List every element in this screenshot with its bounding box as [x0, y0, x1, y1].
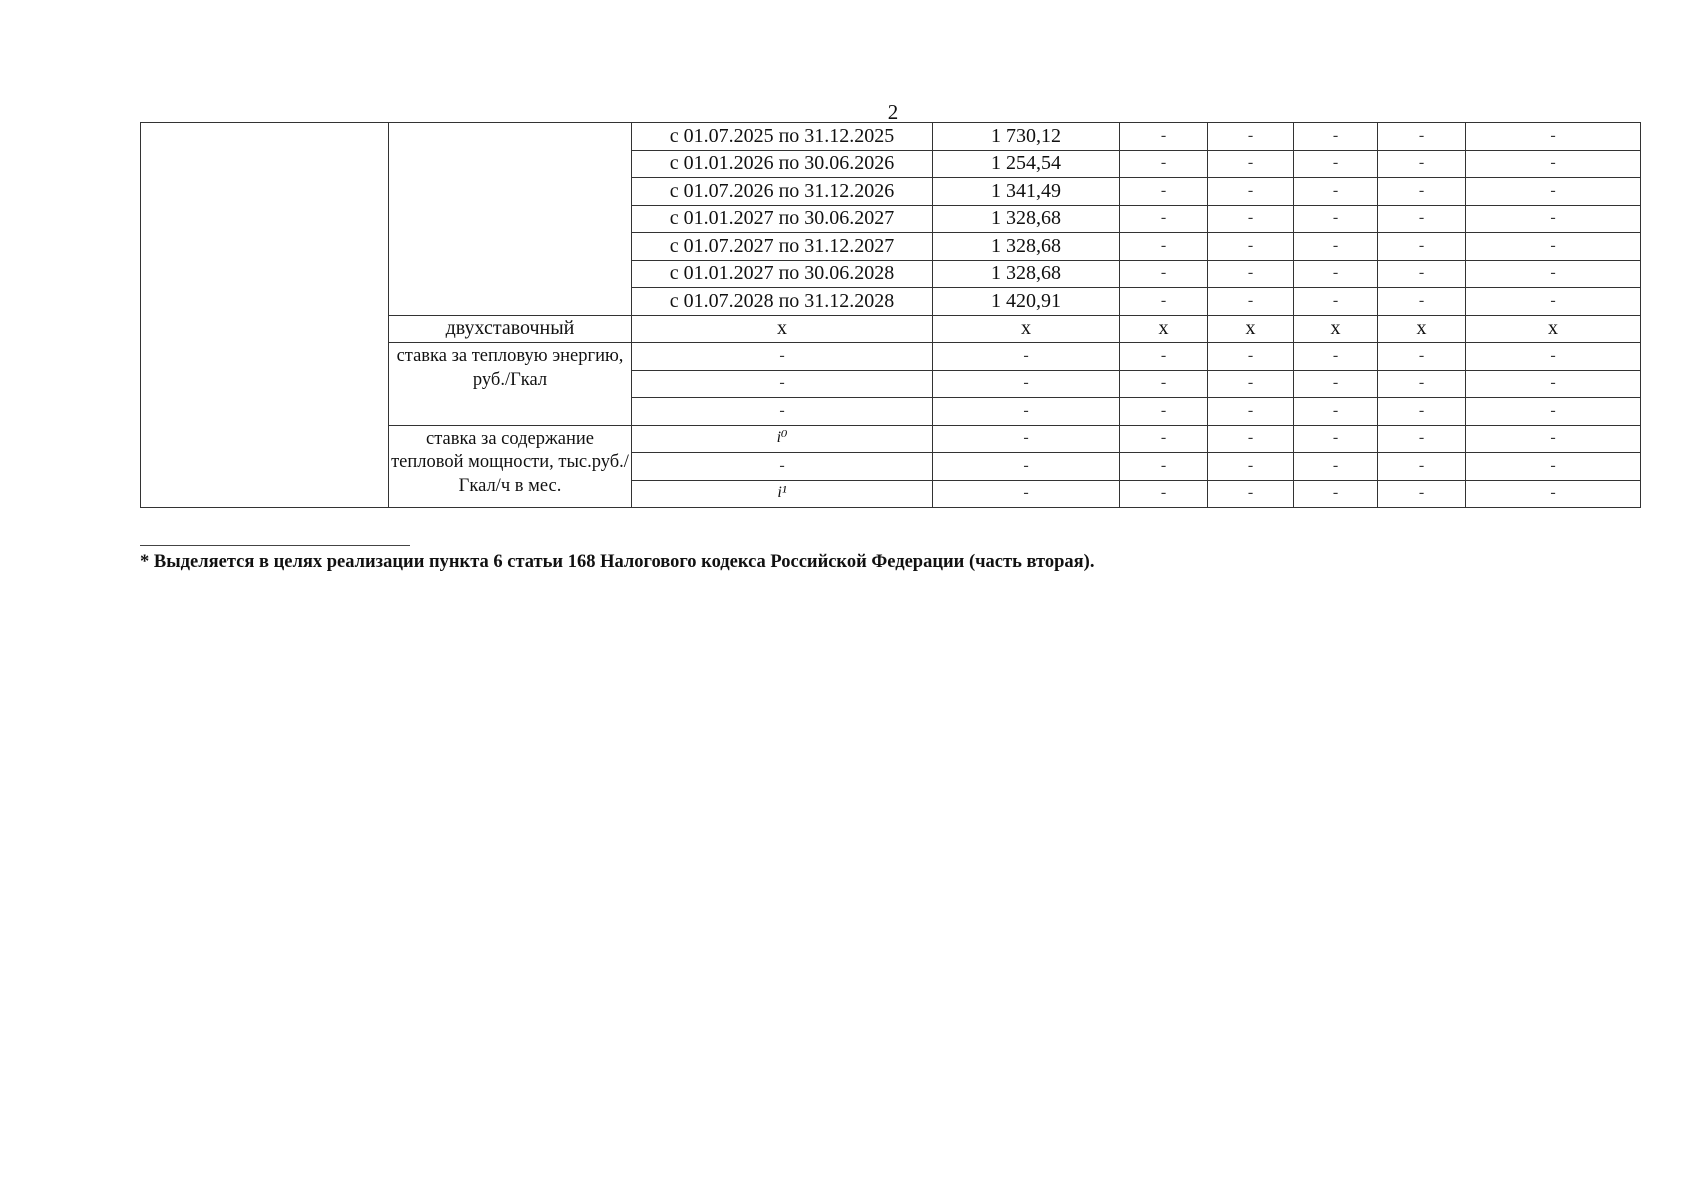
dash-cell: -	[1378, 260, 1466, 288]
blank-cell	[141, 123, 389, 508]
dash-cell: -	[1208, 343, 1294, 371]
dash-cell: -	[1120, 288, 1208, 316]
period-cell: с 01.01.2026 по 30.06.2026	[632, 150, 933, 178]
dash-cell: -	[632, 343, 933, 371]
dash-cell: -	[1378, 453, 1466, 481]
dash-cell: -	[1294, 480, 1378, 508]
dash-cell: -	[1120, 260, 1208, 288]
dash-cell: -	[1294, 260, 1378, 288]
dash-cell: -	[1378, 370, 1466, 398]
dash-cell: -	[1120, 425, 1208, 453]
x-cell: х	[1294, 315, 1378, 343]
dash-cell: -	[933, 370, 1120, 398]
x-cell: х	[933, 315, 1120, 343]
x-cell: х	[1466, 315, 1641, 343]
energy-rate-label: ставка за тепловую энергию, руб./Гкал	[389, 343, 632, 426]
dash-cell: -	[1466, 343, 1641, 371]
dash-cell: -	[1208, 453, 1294, 481]
dash-cell: -	[1208, 123, 1294, 151]
dash-cell: -	[1466, 123, 1641, 151]
dash-cell: -	[632, 453, 933, 481]
dash-cell: -	[632, 370, 933, 398]
dash-cell: -	[1208, 150, 1294, 178]
dash-cell: -	[1378, 343, 1466, 371]
dash-cell: -	[1294, 398, 1378, 426]
dash-cell: -	[1378, 398, 1466, 426]
dash-cell: -	[1120, 233, 1208, 261]
dash-cell: -	[1466, 288, 1641, 316]
blank-cell	[389, 123, 632, 316]
dash-cell: -	[1294, 123, 1378, 151]
dash-cell: -	[1208, 205, 1294, 233]
dash-cell: -	[1294, 343, 1378, 371]
dash-cell: -	[1378, 178, 1466, 206]
dash-cell: -	[1466, 205, 1641, 233]
index-cell: i¹	[632, 480, 933, 508]
period-cell: с 01.01.2027 по 30.06.2028	[632, 260, 933, 288]
dash-cell: -	[1208, 480, 1294, 508]
dash-cell: -	[1378, 205, 1466, 233]
dash-cell: -	[1466, 425, 1641, 453]
footnote: * Выделяется в целях реализации пункта 6 статьи 168 Налогового кодекса Российской Федерации (часть вторая).	[140, 552, 1095, 572]
dash-cell: -	[1466, 233, 1641, 261]
dash-cell: -	[1294, 150, 1378, 178]
value-cell: 1 328,68	[933, 233, 1120, 261]
dash-cell: -	[1120, 480, 1208, 508]
value-cell: 1 341,49	[933, 178, 1120, 206]
x-cell: х	[1208, 315, 1294, 343]
dash-cell: -	[1120, 343, 1208, 371]
dash-cell: -	[1466, 453, 1641, 481]
dash-cell: -	[632, 398, 933, 426]
dash-cell: -	[1466, 178, 1641, 206]
index-cell: i⁰	[632, 425, 933, 453]
dash-cell: -	[1120, 150, 1208, 178]
dash-cell: -	[1208, 370, 1294, 398]
value-cell: 1 254,54	[933, 150, 1120, 178]
two-part-label: двухставочный	[389, 315, 632, 343]
dash-cell: -	[1208, 178, 1294, 206]
dash-cell: -	[1294, 178, 1378, 206]
value-cell: 1 328,68	[933, 260, 1120, 288]
period-cell: с 01.07.2027 по 31.12.2027	[632, 233, 933, 261]
dash-cell: -	[933, 398, 1120, 426]
tariff-table	[140, 122, 1641, 508]
dash-cell: -	[1208, 260, 1294, 288]
dash-cell: -	[933, 343, 1120, 371]
dash-cell: -	[1120, 205, 1208, 233]
period-cell: с 01.07.2026 по 31.12.2026	[632, 178, 933, 206]
value-cell: 1 328,68	[933, 205, 1120, 233]
dash-cell: -	[1378, 288, 1466, 316]
dash-cell: -	[1466, 150, 1641, 178]
x-cell: х	[632, 315, 933, 343]
dash-cell: -	[1378, 480, 1466, 508]
value-cell: 1 730,12	[933, 123, 1120, 151]
dash-cell: -	[1466, 480, 1641, 508]
dash-cell: -	[1208, 233, 1294, 261]
dash-cell: -	[1294, 233, 1378, 261]
dash-cell: -	[1120, 123, 1208, 151]
dash-cell: -	[1120, 398, 1208, 426]
dash-cell: -	[1294, 205, 1378, 233]
value-cell: 1 420,91	[933, 288, 1120, 316]
dash-cell: -	[1378, 233, 1466, 261]
dash-cell: -	[1120, 178, 1208, 206]
dash-cell: -	[1294, 453, 1378, 481]
dash-cell: -	[1294, 370, 1378, 398]
period-cell: с 01.07.2028 по 31.12.2028	[632, 288, 933, 316]
dash-cell: -	[1378, 123, 1466, 151]
period-cell: с 01.07.2025 по 31.12.2025	[632, 123, 933, 151]
dash-cell: -	[933, 480, 1120, 508]
x-cell: х	[1378, 315, 1466, 343]
dash-cell: -	[1378, 425, 1466, 453]
dash-cell: -	[933, 453, 1120, 481]
page-number: 2	[887, 100, 899, 124]
dash-cell: -	[1466, 398, 1641, 426]
dash-cell: -	[1208, 398, 1294, 426]
dash-cell: -	[933, 425, 1120, 453]
dash-cell: -	[1208, 425, 1294, 453]
period-cell: с 01.01.2027 по 30.06.2027	[632, 205, 933, 233]
dash-cell: -	[1294, 288, 1378, 316]
dash-cell: -	[1466, 260, 1641, 288]
dash-cell: -	[1120, 370, 1208, 398]
capacity-rate-label: ставка за содержание тепловой мощности, тыс.руб./Гкал/ч в мес.	[389, 425, 632, 508]
dash-cell: -	[1294, 425, 1378, 453]
dash-cell: -	[1208, 288, 1294, 316]
dash-cell: -	[1378, 150, 1466, 178]
dash-cell: -	[1466, 370, 1641, 398]
table-row	[141, 123, 1641, 151]
dash-cell: -	[1120, 453, 1208, 481]
x-cell: х	[1120, 315, 1208, 343]
footnote-divider	[140, 545, 410, 546]
